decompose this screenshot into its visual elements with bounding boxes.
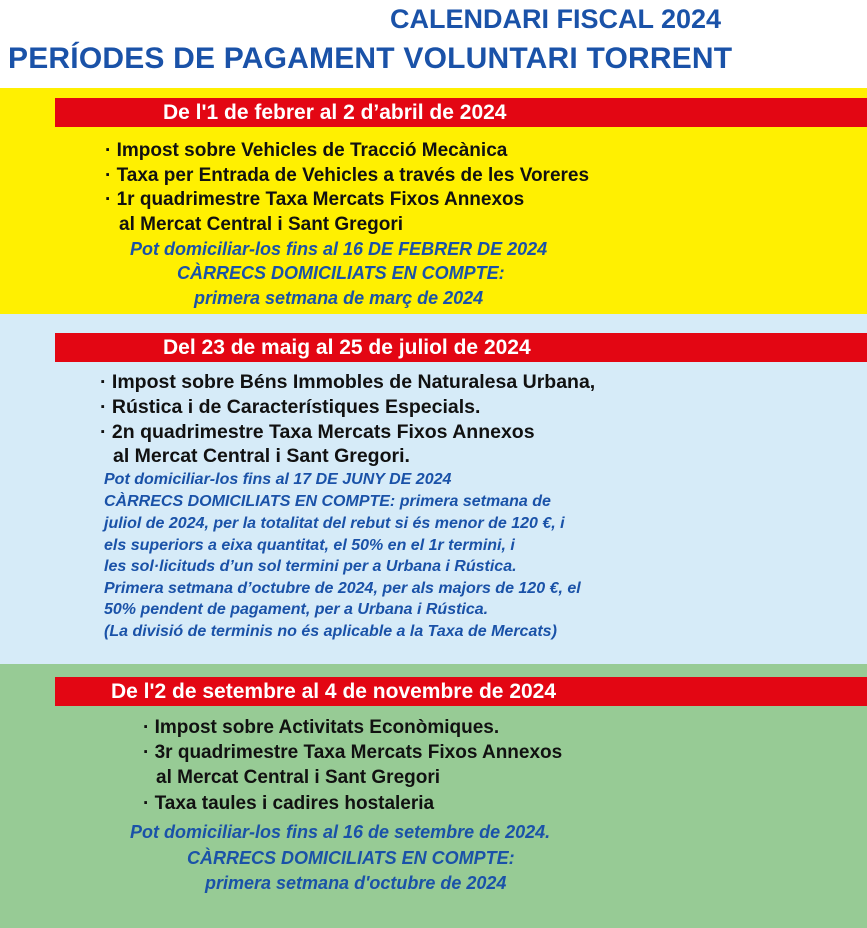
note-line: les sol·licituds d’un sol termini per a Urbana i Rústica. — [104, 558, 517, 575]
note-line: els superiors a eixa quantitat, el 50% en el 1r termini, i — [104, 537, 515, 554]
direct-debit-date: primera setmana d'octubre de 2024 — [205, 873, 507, 893]
list-item: · 1r quadrimestre Taxa Mercats Fixos Annexos — [105, 189, 525, 210]
period-banner-2: Del 23 de maig al 25 de juliol de 2024 — [55, 333, 867, 362]
direct-debit-heading: CÀRRECS DOMICILIATS EN COMPTE: — [187, 848, 515, 868]
list-item: · Impost sobre Activitats Econòmiques. — [143, 717, 500, 738]
page-title: CALENDARI FISCAL 2024 — [390, 4, 722, 34]
note-line: (La divisió de terminis no és aplicable a la Taxa de Mercats) — [104, 623, 557, 640]
list-item: al Mercat Central i Sant Gregori — [119, 214, 404, 235]
list-item: · Taxa per Entrada de Vehicles a través de les Voreres — [105, 165, 590, 186]
period-banner-1: De l'1 de febrer al 2 d’abril de 2024 — [55, 98, 867, 127]
note-line: CÀRRECS DOMICILIATS EN COMPTE: primera setmana de — [104, 493, 551, 510]
domiciliation-deadline: Pot domiciliar-los fins al 17 DE JUNY DE 2024 — [104, 471, 452, 488]
period-banner-3: De l'2 de setembre al 4 de novembre de 2024 — [55, 677, 867, 706]
note-line: juliol de 2024, per la totalitat del rebut si és menor de 120 €, i — [104, 515, 565, 532]
note-line: 50% pendent de pagament, per a Urbana i Rústica. — [104, 601, 489, 618]
note-line: Primera setmana d’octubre de 2024, per als majors de 120 €, el — [104, 580, 581, 597]
list-item: · Taxa taules i cadires hostaleria — [143, 793, 435, 814]
page-subtitle: PERÍODES DE PAGAMENT VOLUNTARI TORRENT — [8, 42, 733, 75]
list-item: · Rústica i de Característiques Especials. — [100, 396, 481, 418]
domiciliation-deadline: Pot domiciliar-los fins al 16 DE FEBRER DE 2024 — [130, 239, 548, 259]
direct-debit-date: primera setmana de març de 2024 — [194, 288, 484, 308]
list-item: · 2n quadrimestre Taxa Mercats Fixos Annexos — [100, 421, 535, 443]
list-item: · 3r quadrimestre Taxa Mercats Fixos Annexos — [143, 742, 563, 763]
domiciliation-deadline: Pot domiciliar-los fins al 16 de setembre de 2024. — [130, 822, 551, 842]
list-item: al Mercat Central i Sant Gregori — [156, 767, 441, 788]
list-item: al Mercat Central i Sant Gregori. — [113, 445, 410, 467]
list-item: · Impost sobre Béns Immobles de Naturalesa Urbana, — [100, 371, 596, 393]
direct-debit-heading: CÀRRECS DOMICILIATS EN COMPTE: — [177, 263, 505, 283]
list-item: · Impost sobre Vehicles de Tracció Mecànica — [105, 140, 508, 161]
